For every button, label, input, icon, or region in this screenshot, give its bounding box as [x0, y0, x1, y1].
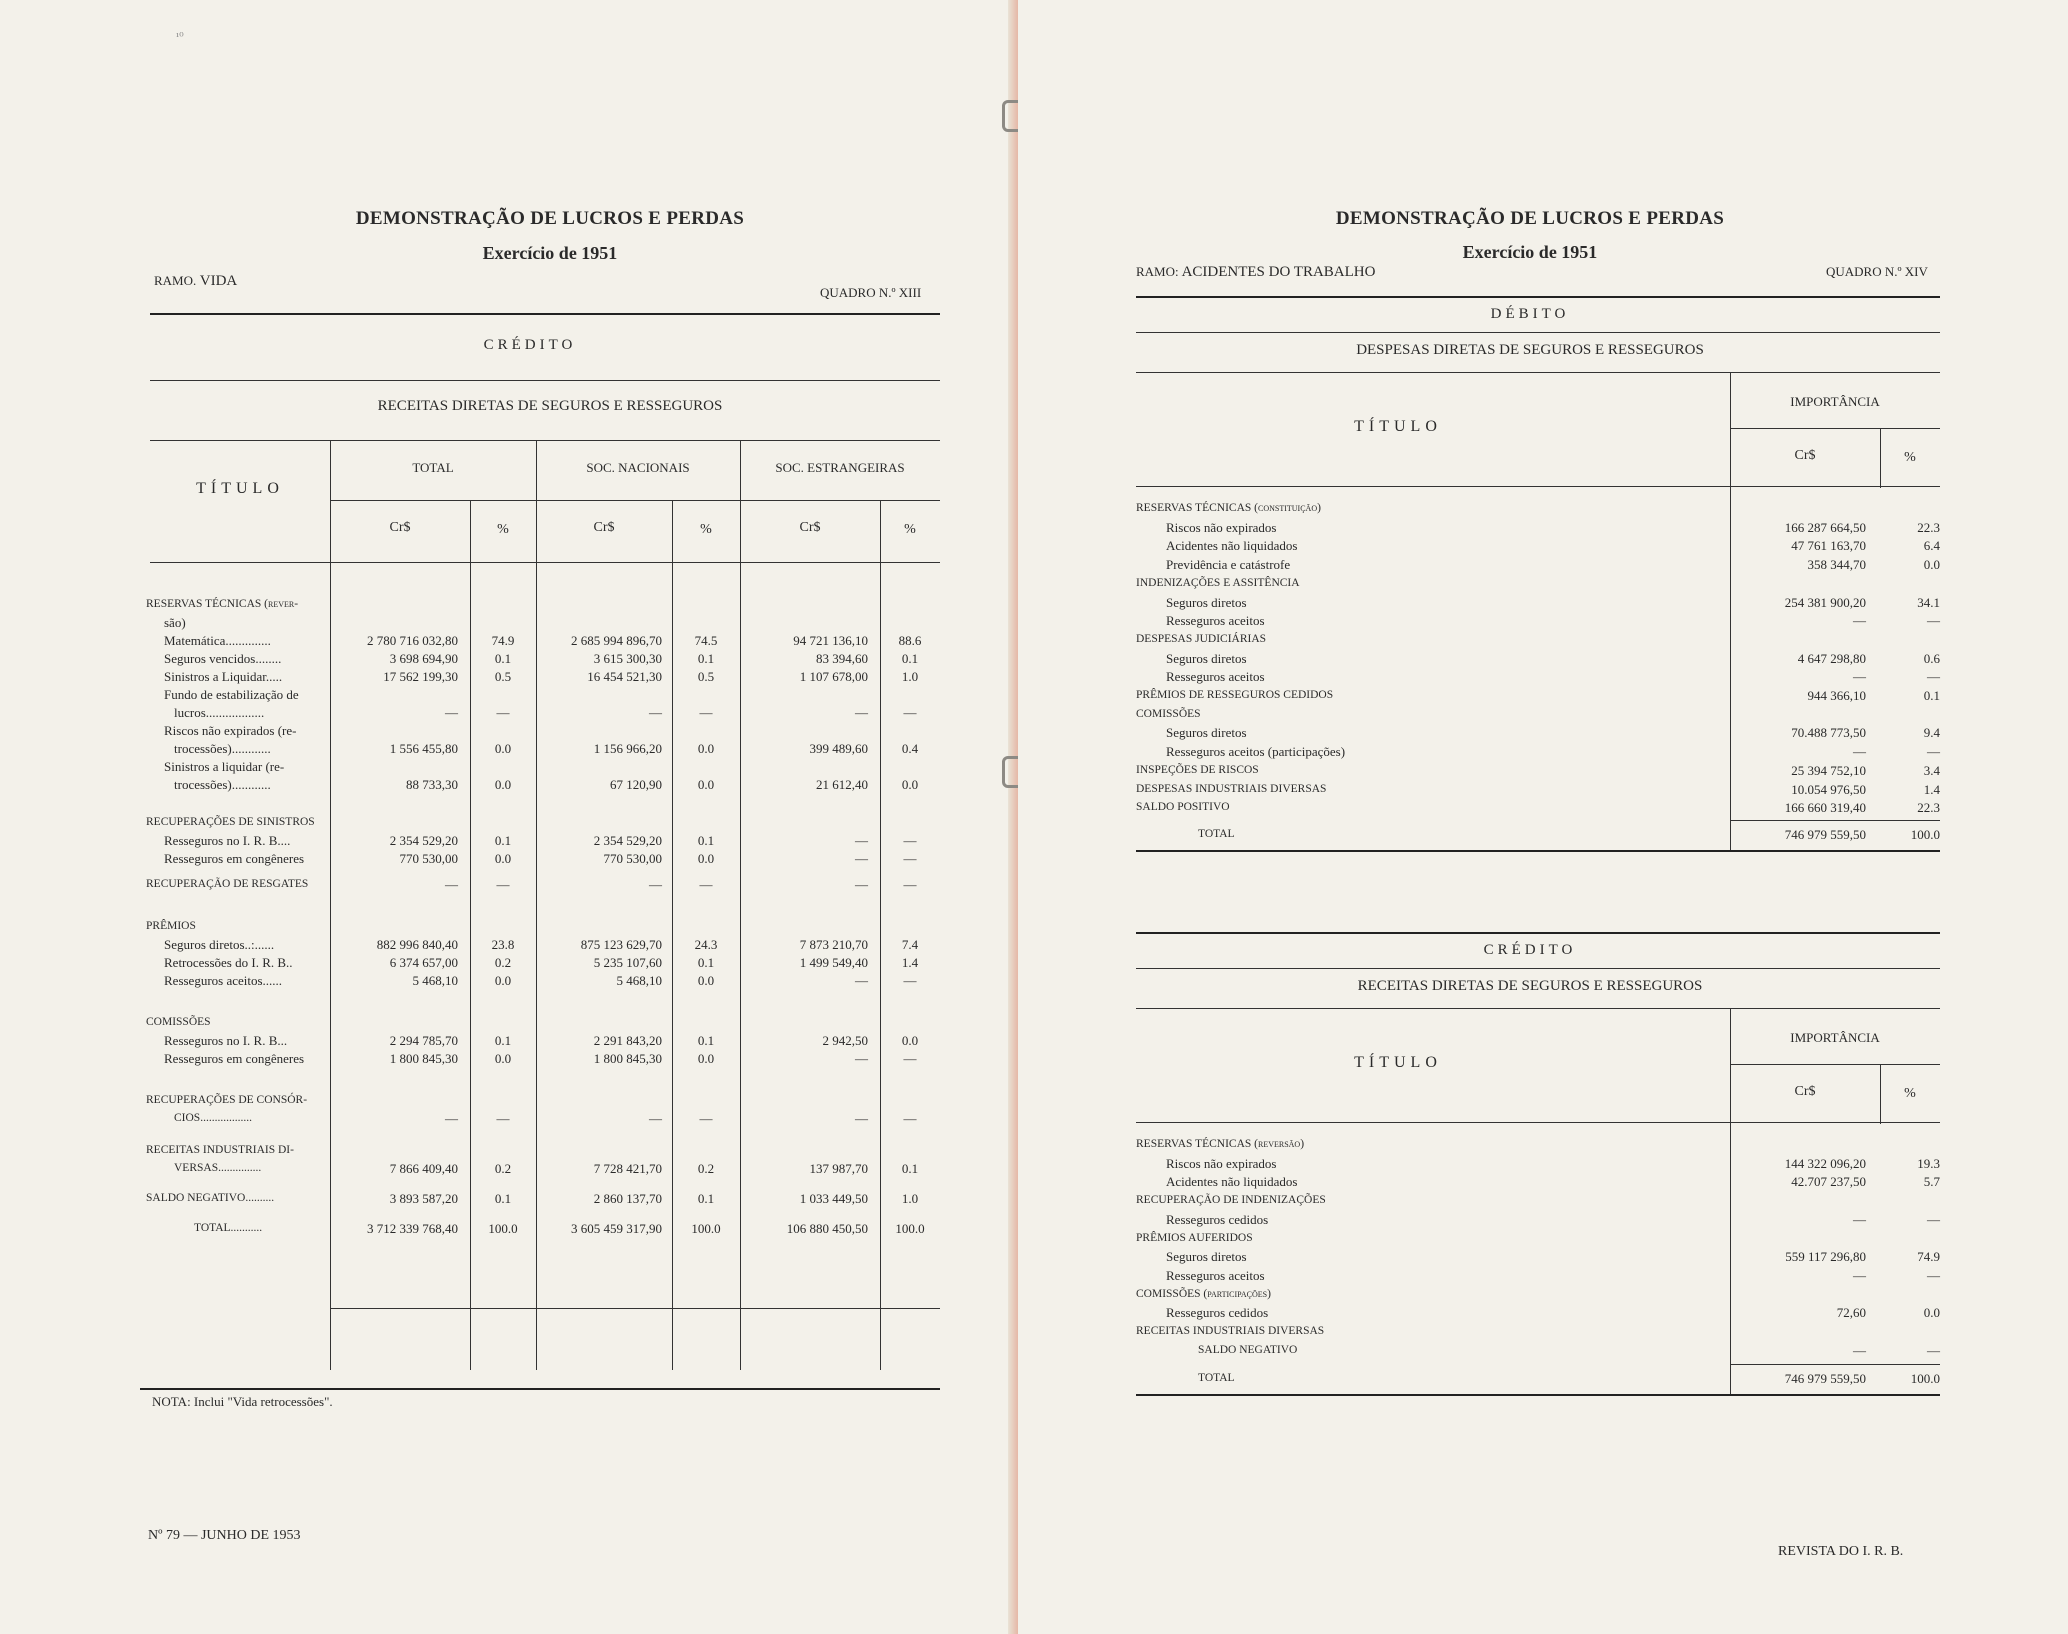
cell-percent: — [1927, 669, 1940, 685]
cell-amount: 72,60 [1836, 1305, 1866, 1321]
cell-amount: 7 873 210,70 [799, 937, 868, 952]
cell-percent: 6.4 [1923, 538, 1940, 554]
quadro-number: QUADRO N.º XIV [1826, 264, 1928, 279]
cell-percent: 1.4 [901, 955, 919, 970]
cell-amount: 7 866 409,40 [389, 1161, 458, 1176]
left-note: NOTA: Inclui "Vida retrocessões". [152, 1394, 333, 1409]
row-label: RECUPERAÇÃO DE RESGATES [146, 878, 309, 890]
cell-amount: 882 996 840,40 [376, 937, 458, 952]
cell-amount: — [445, 877, 458, 892]
left-quadro [820, 285, 921, 302]
row-label: Resseguros em congêneres [164, 1051, 305, 1066]
row-label: RECEITAS INDUSTRIAIS DI- [146, 1144, 294, 1156]
cell-amount: 1 156 966,20 [593, 741, 662, 756]
cell-percent: 0.1 [494, 1033, 512, 1048]
row-label: SALDO NEGATIVO.......... [146, 1192, 275, 1204]
cell-percent: 0.0 [697, 777, 715, 792]
row-label: Riscos não expirados [1166, 519, 1277, 535]
row-label: CIOS.................. [174, 1112, 252, 1124]
row-label: PRÊMIOS DE RESSEGUROS CEDIDOS [1136, 689, 1334, 701]
cell-percent: 34.1 [1917, 594, 1940, 610]
cell-amount: 3 698 694,90 [389, 651, 458, 666]
column-group-header: TOTAL [412, 460, 454, 475]
cell-amount: 2 942,50 [822, 1033, 868, 1048]
row-label: SALDO POSITIVO [1136, 801, 1230, 814]
row-label: Matemática.............. [164, 633, 271, 648]
row-label: RESERVAS TÉCNICAS (reversão) [1136, 1138, 1305, 1150]
column-rule [672, 500, 673, 1370]
cell-amount: — [649, 705, 662, 720]
cell-percent: 0.0 [494, 777, 512, 792]
cell-percent: 5.7 [1923, 1174, 1940, 1190]
cell-amount: 3 615 300,30 [593, 651, 662, 666]
row-label: COMISSÕES (participações) [1136, 1287, 1271, 1300]
rule [1136, 372, 1940, 373]
row-label: Seguros diretos [1166, 1249, 1247, 1265]
row-label: RESERVAS TÉCNICAS (constituição) [1136, 502, 1321, 514]
cell-amount: 2 294 785,70 [389, 1033, 458, 1048]
cell-amount: — [649, 877, 662, 892]
row-label: COMISSÕES [146, 1016, 211, 1028]
row-label: Resseguros cedidos [1166, 1305, 1269, 1321]
row-label: PRÊMIOS [146, 920, 196, 932]
cell-percent: — [903, 1111, 917, 1126]
cell-percent: 0.1 [697, 1191, 715, 1206]
cell-amount: — [855, 973, 868, 988]
cell-percent: 1.0 [901, 669, 919, 684]
cell-percent: — [903, 973, 917, 988]
cell-percent: 0.0 [901, 1033, 919, 1048]
row-label: Retrocessões do I. R. B.. [164, 955, 293, 970]
row-label: Seguros diretos [1166, 594, 1247, 610]
row-label: TOTAL [1198, 1372, 1235, 1385]
cell-amount: 1 107 678,00 [799, 669, 868, 684]
left-ramo [154, 273, 237, 290]
cell-percent: — [496, 1111, 510, 1126]
cell-amount: 7 728 421,70 [593, 1161, 662, 1176]
row-label: DESPESAS INDUSTRIAIS DIVERSAS [1136, 782, 1327, 795]
row-label: INDENIZAÇÕES E ASSITÊNCIA [1136, 576, 1300, 589]
cell-percent: 0.0 [494, 1051, 512, 1066]
unit-percent-header: % [1904, 450, 1916, 465]
rule [1136, 932, 1940, 934]
cell-amount: 1 499 549,40 [799, 955, 868, 970]
cell-percent: 19.3 [1917, 1155, 1940, 1171]
row-label: Acidentes não liquidados [1166, 538, 1298, 554]
cell-amount: — [855, 833, 868, 848]
cell-percent: 100.0 [895, 1221, 925, 1236]
rule [150, 380, 940, 381]
cell-amount: — [1853, 1342, 1866, 1358]
row-label: DESPESAS JUDICIÁRIAS [1136, 632, 1267, 645]
ramo-label: RAMO: [1136, 264, 1179, 279]
cell-percent: 0.6 [1923, 650, 1940, 666]
unit-currency-header: Cr$ [593, 520, 615, 535]
cell-amount: 1 800 845,30 [389, 1051, 458, 1066]
cell-percent: 100.0 [1910, 826, 1940, 842]
left-titulo-header: TÍTULO [196, 480, 284, 497]
cell-percent: 0.0 [697, 1051, 715, 1066]
row-label: são) [164, 615, 186, 630]
page-mark: ¹⁰ [176, 31, 184, 43]
row-label: SALDO NEGATIVO [1198, 1343, 1298, 1356]
column-group-header: SOC. ESTRANGEIRAS [775, 460, 905, 475]
subsection-title: RECEITAS DIRETAS DE SEGUROS E RESSEGUROS [1357, 978, 1703, 994]
cell-percent: 22.3 [1917, 519, 1940, 535]
cell-amount: 2 860 137,70 [593, 1191, 662, 1206]
row-label: Fundo de estabilização de [164, 687, 299, 702]
rule [1136, 332, 1940, 333]
subsection-title: DESPESAS DIRETAS DE SEGUROS E RESSEGUROS [1356, 342, 1704, 358]
cell-amount: 770 530,00 [603, 851, 662, 866]
cell-percent: — [903, 705, 917, 720]
row-label: Resseguros aceitos...... [164, 973, 283, 988]
row-label: Resseguros aceitos [1166, 1267, 1265, 1283]
column-group-header: IMPORTÂNCIA [1790, 394, 1880, 409]
cell-percent: 1.4 [1923, 781, 1940, 797]
cell-amount: 944 366,10 [1807, 688, 1866, 703]
cell-amount: — [855, 851, 868, 866]
rule [140, 1388, 940, 1390]
right-subtitle: Exercício de 1951 [1462, 242, 1598, 262]
cell-percent: 0.1 [901, 1161, 919, 1176]
cell-percent: 24.3 [694, 937, 718, 952]
cell-percent: 0.0 [1923, 557, 1940, 573]
ramo-value: VIDA [199, 273, 238, 289]
cell-amount: 106 880 450,50 [786, 1221, 868, 1236]
right-ramo [1136, 264, 1375, 281]
cell-amount: 94 721 136,10 [793, 633, 868, 648]
right-quadro [1826, 264, 1928, 281]
row-label: Sinistros a liquidar (re- [164, 759, 285, 774]
rule [1730, 820, 1940, 821]
cell-percent: 0.1 [1923, 688, 1940, 703]
row-label: Seguros vencidos........ [164, 651, 282, 666]
cell-amount: 16 454 521,30 [587, 669, 662, 684]
cell-amount: 70.488 773,50 [1791, 725, 1866, 741]
column-group-header: IMPORTÂNCIA [1790, 1030, 1880, 1045]
rule [1136, 850, 1940, 852]
row-label: PRÊMIOS AUFERIDOS [1136, 1231, 1253, 1244]
unit-percent-header: % [700, 522, 712, 537]
cell-percent: 23.8 [491, 937, 515, 952]
rule [1136, 968, 1940, 969]
row-label: Seguros diretos..:...... [164, 937, 275, 952]
cell-amount: 42.707 237,50 [1791, 1174, 1866, 1190]
cell-percent: 0.0 [494, 741, 512, 756]
cell-percent: — [903, 833, 917, 848]
cell-percent: 0.1 [494, 651, 512, 666]
cell-amount: 10.054 976,50 [1791, 781, 1866, 797]
cell-amount: 3 893 587,20 [389, 1191, 458, 1206]
row-label: Riscos não expirados (re- [164, 723, 297, 738]
cell-percent: 9.4 [1923, 725, 1940, 741]
cell-percent: — [903, 1051, 917, 1066]
row-label: VERSAS............... [174, 1162, 262, 1174]
cell-amount: 746 979 559,50 [1784, 1371, 1866, 1387]
row-label: RESERVAS TÉCNICAS (rever- [146, 598, 299, 610]
row-label: RECUPERAÇÕES DE SINISTROS [146, 816, 315, 828]
cell-percent: 7.4 [901, 937, 919, 952]
rule [1730, 1364, 1940, 1365]
cell-amount: 2 354 529,20 [593, 833, 662, 848]
cell-amount: 254 381 900,20 [1784, 594, 1866, 610]
cell-amount: — [445, 1111, 458, 1126]
left-page [0, 0, 1018, 1634]
cell-amount: — [445, 705, 458, 720]
cell-amount: 559 117 296,80 [1785, 1249, 1866, 1265]
row-label: COMISSÕES [1136, 707, 1201, 720]
row-label: lucros.................. [174, 705, 265, 720]
cell-amount: 358 344,70 [1807, 557, 1866, 573]
row-label: Riscos não expirados [1166, 1155, 1277, 1171]
cell-percent: 0.1 [494, 1191, 512, 1206]
cell-amount: 5 468,10 [616, 973, 662, 988]
unit-currency-header: Cr$ [1794, 1084, 1816, 1099]
rule [330, 500, 940, 501]
column-group-header: SOC. NACIONAIS [586, 460, 690, 475]
cell-amount: 166 660 319,40 [1784, 800, 1866, 816]
cell-amount: — [649, 1111, 662, 1126]
cell-percent: 0.0 [697, 973, 715, 988]
cell-amount: 746 979 559,50 [1784, 826, 1866, 842]
cell-percent: 3.4 [1923, 762, 1940, 778]
cell-percent: 100.0 [1910, 1371, 1940, 1387]
cell-percent: 0.2 [697, 1161, 715, 1176]
cell-percent: — [699, 1111, 713, 1126]
cell-percent: — [1927, 613, 1940, 629]
cell-amount: 5 468,10 [412, 973, 458, 988]
row-label: RECEITAS INDUSTRIAIS DIVERSAS [1136, 1325, 1325, 1337]
cell-percent: 0.0 [494, 973, 512, 988]
row-label: Resseguros aceitos [1166, 669, 1265, 685]
row-label: Acidentes não liquidados [1166, 1174, 1298, 1190]
cell-percent: 100.0 [488, 1221, 518, 1236]
cell-amount: 4 647 298,80 [1797, 650, 1866, 666]
cell-percent: — [496, 705, 510, 720]
cell-percent: 0.1 [901, 651, 919, 666]
row-label: Resseguros no I. R. B... [164, 1033, 288, 1048]
cell-percent: 0.5 [494, 669, 512, 684]
cell-percent: 0.2 [494, 1161, 512, 1176]
cell-amount: 21 612,40 [816, 777, 868, 792]
left-subtitle: Exercício de 1951 [482, 243, 618, 263]
cell-percent: 0.1 [697, 833, 715, 848]
cell-amount: — [1853, 1211, 1866, 1227]
cell-percent: 0.0 [494, 851, 512, 866]
cell-percent: — [903, 877, 917, 892]
cell-amount: 25 394 752,10 [1791, 762, 1866, 778]
ramo-label: RAMO. [154, 273, 197, 288]
rule [1136, 1008, 1940, 1009]
cell-amount: — [855, 877, 868, 892]
left-footer: Nº 79 — JUNHO DE 1953 [148, 1528, 301, 1543]
row-label: trocessões)............ [174, 741, 271, 756]
rule [1730, 1064, 1940, 1065]
left-title: DEMONSTRAÇÃO DE LUCROS E PERDAS [355, 208, 745, 229]
row-label: Previdência e catástrofe [1166, 557, 1291, 573]
section-title: DÉBITO [1490, 306, 1570, 322]
cell-percent: 74.9 [1917, 1249, 1940, 1265]
cell-percent: 0.1 [697, 955, 715, 970]
cell-amount: 83 394,60 [816, 651, 868, 666]
cell-amount: 2 780 716 032,80 [367, 633, 458, 648]
unit-currency-header: Cr$ [1794, 448, 1816, 463]
cell-amount: 88 733,30 [406, 777, 458, 792]
rule [330, 1308, 940, 1309]
right-title: DEMONSTRAÇÃO DE LUCROS E PERDAS [1335, 208, 1725, 229]
cell-amount: — [1853, 613, 1866, 629]
cell-amount: — [855, 705, 868, 720]
rule [1136, 1122, 1940, 1123]
quadro-number: QUADRO N.º XIII [820, 285, 922, 300]
cell-percent: 100.0 [691, 1221, 721, 1236]
cell-percent: — [1927, 1342, 1940, 1358]
row-label: Resseguros aceitos (participações) [1166, 744, 1346, 760]
cell-amount: — [855, 1051, 868, 1066]
row-label: Resseguros no I. R. B.... [164, 833, 291, 848]
cell-percent: — [699, 877, 713, 892]
cell-amount: 875 123 629,70 [580, 937, 662, 952]
right-footer: REVISTA DO I. R. B. [1778, 1544, 1904, 1559]
row-label: Seguros diretos [1166, 725, 1247, 741]
left-subsection: RECEITAS DIRETAS DE SEGUROS E RESSEGUROS [377, 398, 723, 414]
cell-percent: 0.4 [901, 741, 919, 756]
cell-amount: 144 322 096,20 [1784, 1155, 1866, 1171]
cell-percent: 1.0 [901, 1191, 919, 1206]
cell-percent: — [699, 705, 713, 720]
cell-amount: 17 562 199,30 [383, 669, 458, 684]
cell-percent: 0.0 [697, 741, 715, 756]
row-label: Sinistros a Liquidar..... [164, 669, 283, 684]
titulo-header: TÍTULO [1354, 418, 1442, 435]
cell-percent: 22.3 [1917, 800, 1940, 816]
rule [1136, 486, 1940, 487]
column-rule [1730, 372, 1731, 850]
cell-amount: 47 761 163,70 [1791, 538, 1866, 554]
cell-amount: — [1853, 744, 1866, 760]
cell-amount: 1 556 455,80 [389, 741, 458, 756]
ramo-value: ACIDENTES DO TRABALHO [1181, 264, 1376, 280]
cell-percent: 88.6 [898, 633, 922, 648]
titulo-header: TÍTULO [1354, 1054, 1442, 1071]
cell-amount: — [1853, 669, 1866, 685]
cell-percent: 0.1 [697, 1033, 715, 1048]
cell-percent: 74.9 [491, 633, 515, 648]
column-rule [1730, 1008, 1731, 1394]
row-label: RECUPERAÇÃO DE INDENIZAÇÕES [1136, 1194, 1326, 1207]
rule [1136, 296, 1940, 298]
cell-amount: — [1853, 1267, 1866, 1283]
row-label: INSPEÇÕES DE RISCOS [1136, 763, 1259, 776]
cell-percent: — [1927, 1267, 1940, 1283]
rule [150, 562, 940, 563]
cell-percent: — [496, 877, 510, 892]
cell-percent: 74.5 [694, 633, 718, 648]
section-title: CRÉDITO [1483, 942, 1577, 958]
row-label: Resseguros em congêneres [164, 851, 305, 866]
cell-amount: 3 605 459 317,90 [571, 1221, 662, 1236]
cell-percent: — [1927, 744, 1940, 760]
rule [150, 313, 940, 315]
cell-amount: 1 033 449,50 [799, 1191, 868, 1206]
cell-amount: 1 800 845,30 [593, 1051, 662, 1066]
row-label: TOTAL [1198, 827, 1235, 840]
column-rule [880, 500, 881, 1370]
row-label: TOTAL........... [194, 1222, 263, 1234]
cell-amount: 2 685 994 896,70 [571, 633, 662, 648]
cell-amount: 67 120,90 [610, 777, 662, 792]
cell-amount: 3 712 339 768,40 [367, 1221, 458, 1236]
row-label: trocessões)............ [174, 777, 271, 792]
cell-percent: — [1927, 1211, 1940, 1227]
cell-percent: 0.5 [697, 669, 715, 684]
rule [1136, 1394, 1940, 1396]
cell-amount: 166 287 664,50 [1784, 519, 1866, 535]
cell-percent: 0.2 [494, 955, 512, 970]
left-section-credito: CRÉDITO [483, 337, 577, 353]
cell-percent: 0.0 [1923, 1305, 1940, 1321]
cell-amount: 2 354 529,20 [389, 833, 458, 848]
row-label: RECUPERAÇÕES DE CONSÓR- [146, 1094, 308, 1106]
cell-percent: — [903, 851, 917, 866]
cell-amount: 6 374 657,00 [389, 955, 458, 970]
right-page [1018, 0, 2068, 1634]
unit-percent-header: % [1904, 1086, 1916, 1101]
rule [1730, 428, 1940, 429]
row-label: Resseguros cedidos [1166, 1211, 1269, 1227]
cell-amount: 399 489,60 [809, 741, 868, 756]
unit-currency-header: Cr$ [389, 520, 411, 535]
unit-percent-header: % [497, 522, 509, 537]
rule [150, 440, 940, 441]
cell-amount: 770 530,00 [399, 851, 458, 866]
cell-percent: 0.0 [901, 777, 919, 792]
cell-percent: 0.0 [697, 851, 715, 866]
row-label: Resseguros aceitos [1166, 613, 1265, 629]
cell-percent: 0.1 [697, 651, 715, 666]
column-rule [470, 500, 471, 1370]
cell-amount: 137 987,70 [809, 1161, 868, 1176]
unit-percent-header: % [904, 522, 916, 537]
cell-percent: 0.1 [494, 833, 512, 848]
cell-amount: 5 235 107,60 [593, 955, 662, 970]
cell-amount: 2 291 843,20 [593, 1033, 662, 1048]
cell-amount: — [855, 1111, 868, 1126]
unit-currency-header: Cr$ [799, 520, 821, 535]
row-label: Seguros diretos [1166, 650, 1247, 666]
